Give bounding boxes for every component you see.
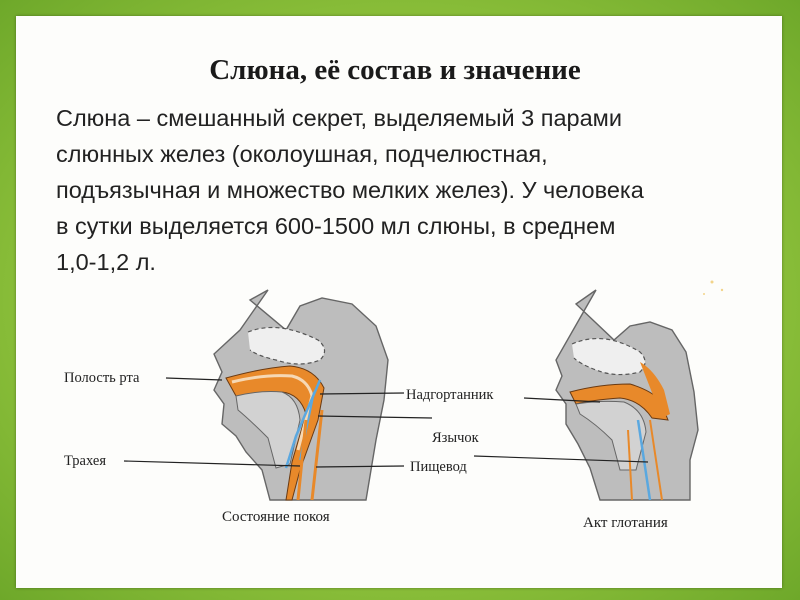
label-trachea: Трахея xyxy=(64,453,106,469)
label-epiglottis: Надгортанник xyxy=(406,387,494,403)
label-oral-cavity: Полость рта xyxy=(64,370,140,386)
label-esophagus: Пищевод xyxy=(410,459,467,475)
decorative-dots xyxy=(703,281,723,296)
label-uvula: Язычок xyxy=(432,430,479,446)
caption-rest: Состояние покоя xyxy=(222,509,330,525)
caption-swallow: Акт глотания xyxy=(583,515,668,531)
paragraph-line: Слюна – смешанный секрет, выделяемый 3 парами xyxy=(56,105,622,131)
paragraph-line: слюнных желез (околоушная, подчелюстная, xyxy=(56,141,548,167)
slide-title: Слюна, её состав и значение xyxy=(209,54,581,86)
head-swallow-illustration xyxy=(556,290,698,500)
paragraph-line: 1,0-1,2 л. xyxy=(56,249,156,275)
paragraph-line: подъязычная и множество мелких желез). У человека xyxy=(56,177,644,203)
head-rest-illustration xyxy=(214,290,388,500)
paragraph-line: в сутки выделяется 600-1500 мл слюны, в среднем xyxy=(56,213,616,239)
